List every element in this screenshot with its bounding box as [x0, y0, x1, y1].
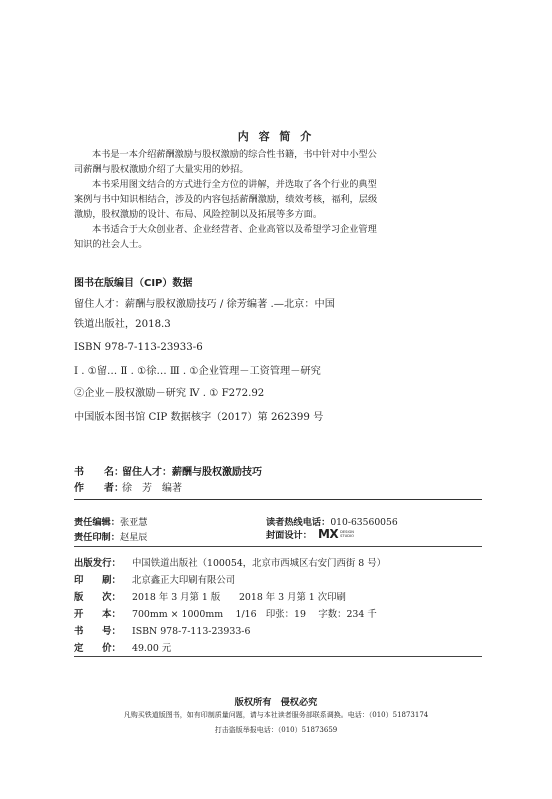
- price-value: 49.00 元: [132, 643, 172, 654]
- cip-line-1: 留住人才：薪酬与股权激励技巧 / 徐芳编著 .—北京：中国: [74, 299, 335, 310]
- cip-line-2: 铁道出版社，2018.3: [74, 319, 171, 330]
- publication-label: 出版发行：: [74, 558, 121, 569]
- printing-supervisor-label: 责任印制：: [74, 532, 120, 543]
- isbn-label: 书 号：: [74, 626, 121, 637]
- intro-p3-line-2: 知识的社会人士。: [74, 239, 148, 250]
- logo-subtext-studio: STUDIO: [340, 534, 354, 538]
- cover-design-row: [266, 527, 354, 541]
- logo-mx-text: MX: [317, 527, 339, 541]
- logo-subtext: [340, 530, 354, 538]
- format-value: 700mm × 1000mm 1/16 印张：19 字数：234 千: [132, 609, 377, 620]
- hotline-row: [266, 514, 398, 528]
- isbn-value: ISBN 978-7-113-23933-6: [132, 626, 251, 637]
- intro-p2-line-2: 案例与书中知识相结合，涉及的内容包括薪酬激励，绩效考核，福利，层级: [74, 194, 378, 205]
- book-author-row: [74, 479, 182, 494]
- quality-contact-line: 凡购买铁道版图书，如有印制质量问题，请与本社读者服务部联系调换。电话：（010）51873174: [123, 711, 429, 719]
- cip-record-number: 中国版本图书馆 CIP 数据核字（2017）第 262399 号: [74, 412, 324, 423]
- book-name-value: 留住人才：薪酬与股权激励技巧: [122, 467, 262, 478]
- logo-subtext-design: DESIGN: [340, 530, 354, 534]
- divider-top: [74, 499, 482, 500]
- editor-value: 张亚慧: [119, 517, 148, 528]
- edition-value: 2018 年 3 月第 1 版 2018 年 3 月第 1 次印刷: [132, 592, 346, 603]
- printer-row: [74, 572, 235, 586]
- intro-p1-line-2: 司薪酬与股权激励介绍了大量实用的妙招。: [74, 164, 249, 175]
- price-row: [74, 640, 171, 654]
- format-row: [74, 606, 377, 620]
- printer-value: 北京鑫正大印刷有限公司: [132, 575, 236, 586]
- book-author-value: 徐 芳 编著: [122, 483, 182, 494]
- editor-row: [74, 514, 148, 528]
- intro-paragraph-3: [74, 222, 482, 252]
- edition-label: 版 次：: [74, 592, 121, 603]
- printing-supervisor-value: 赵星辰: [119, 532, 148, 543]
- editor-label: 责任编辑：: [74, 517, 120, 528]
- book-name-label: 书 名：: [74, 467, 124, 478]
- intro-title: 内 容 简 介: [237, 130, 315, 143]
- mx-design-studio-logo: [318, 527, 354, 541]
- intro-p1-line-1: 本书是一本介绍薪酬激励与股权激励的综合性书籍，书中针对中小型公: [92, 149, 377, 160]
- divider-bottom: [74, 656, 482, 657]
- cip-classification-1: Ⅰ . ①留… Ⅱ . ①徐… Ⅲ . ①企业管理－工资管理－研究: [74, 366, 321, 377]
- isbn-row: [74, 623, 250, 637]
- intro-p2-line-3: 激励，股权激励的设计、布局、风险控制以及拓展等多方面。: [74, 209, 323, 220]
- piracy-report-line: 打击盗版举报电话：（010）51873659: [214, 726, 338, 734]
- book-name-row: [74, 463, 262, 478]
- book-author-label: 作 者：: [74, 483, 124, 494]
- hotline-label: 读者热线电话：: [266, 517, 331, 528]
- intro-paragraph-1: [74, 147, 482, 177]
- intro-paragraph-2: [74, 177, 482, 222]
- copyright-notice: 版权所有 侵权必究: [234, 697, 318, 708]
- edition-row: [74, 589, 346, 603]
- divider-middle: [74, 546, 482, 547]
- cover-design-label: 封面设计：: [266, 530, 312, 541]
- cip-title: 图书在版编目（CIP）数据: [74, 278, 193, 289]
- cip-classification-2: ②企业－股权激励－研究 Ⅳ . ① F272.92: [74, 388, 265, 399]
- price-label: 定 价：: [74, 643, 121, 654]
- intro-p2-line-1: 本书采用图文结合的方式进行全方位的讲解，并选取了各个行业的典型: [92, 179, 377, 190]
- printing-supervisor-row: [74, 529, 148, 543]
- intro-p3-line-1: 本书适合于大众创业者、企业经营者、企业高管以及希望学习企业管理: [92, 224, 377, 235]
- hotline-value: 010-63560056: [330, 517, 398, 528]
- format-label: 开 本：: [74, 609, 121, 620]
- publication-row: [74, 555, 386, 569]
- publication-value: 中国铁道出版社（100054，北京市西城区右安门西街 8 号）: [132, 558, 386, 569]
- printer-label: 印 刷：: [74, 575, 121, 586]
- cip-isbn: ISBN 978-7-113-23933-6: [74, 342, 203, 353]
